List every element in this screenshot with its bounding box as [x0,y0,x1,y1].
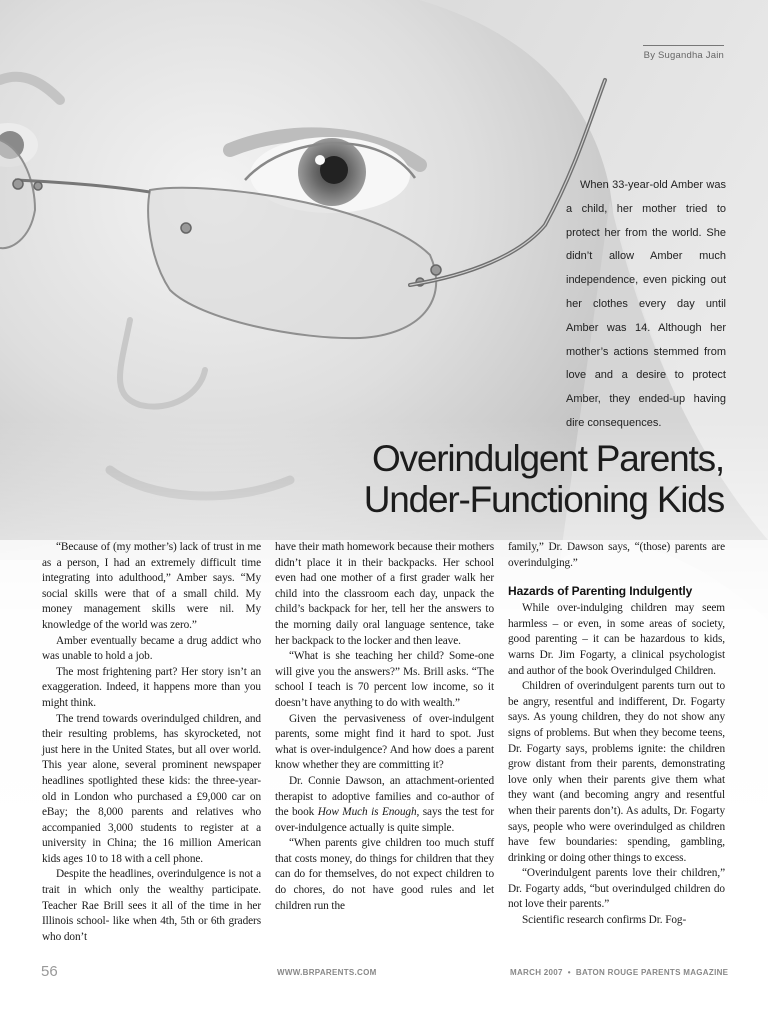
body-paragraph [275,774,494,836]
body-paragraph: Amber eventually became a drug addict who was unable to hold a job. [42,634,261,663]
body-paragraph: “Overindulgent parents love their children,” Dr. Fogarty adds, “but overindulged children do not love their parents.” [508,867,725,911]
footer-url: WWW.BRPARENTS.COM [277,968,377,977]
byline: By Sugandha Jain [643,50,724,61]
body-paragraph: “What is she teaching her child? Some-one will give you the answers?” Ms. Brill asks. “The school I teach is 70 percent low income, so it doesn’t have anything to do with wealth.” [275,650,494,709]
issue-date: MARCH 2007 [510,968,563,977]
column-3 [508,540,725,929]
body-paragraph: Scientific research confirms Dr. Fog- [522,914,687,927]
body-text: says the test for over-indulgence actually is quite simple. [275,806,494,834]
section-heading: Hazards of Parenting Indulgently [508,584,693,599]
book-title: How Much is Enough, [317,806,420,819]
intro-paragraph: When 33-year-old Amber was a child, her mother tried to protect her from the world. She didn’t allow Amber much independence, even picking out her clothes every day until Amber was 14. Although her mother’s actions stemmed from love and a desire to protect Amber, they ended-up having dire consequences. [566,179,726,429]
body-paragraph: “Because of (my mother’s) lack of trust in me as a person, I had an extremely difficult time integrating into adulthood,” Amber says. “My social skills were that of a small child. My money management skills were nil. My knowledge of the world was zero.” [42,541,261,631]
title-line-1: Overindulgent Parents, [371,438,724,479]
column-1 [42,540,261,945]
body-paragraph: have their math homework because their mothers didn’t place it in their backpacks. Her school even had one mother of a first grader walk her child into the classroom each day, unpack the child’s backpack for her, tell her the answers to the morning daily oral language sentence, take her backpack to the locker and then leave. [275,541,494,647]
body-paragraph: While over-indulging children may seem harmless – or even, in some areas of society, good parenting – it can be hazardous to kids, warns Dr. Jim Fogarty, a clinical psychologist and author of the book Overindulged Children. [508,602,725,677]
footer-issue [510,968,729,977]
body-paragraph: family,” Dr. Dawson says, “(those) parents are overindulging.” [508,541,725,569]
title-line-2: Under-Functioning Kids [363,479,724,520]
footer-separator: • [567,968,571,977]
magazine-name: BATON ROUGE PARENTS MAGAZINE [575,968,729,977]
column-2 [275,540,494,914]
body-text: Dr. Connie Dawson, an attachment-oriented therapist to adoptive families and co-author of the book [275,774,494,819]
byline-rule [643,45,724,46]
page-number: 56 [41,963,58,980]
body-paragraph: Despite the headlines, overindulgence is not a trait in which only the wealthy participate. Teacher Rae Brill sees it all of the time in her Illinois school- like when 4th, 5th or 6th graders who don’t [42,868,261,943]
body-paragraph: “When parents give children too much stuff that costs money, do things for children that they can do for themselves, do not expect children to do chores, do not have good rules and let children run the [275,837,494,912]
article-title [300,438,724,520]
body-paragraph: The most frightening part? Her story isn’t an exaggeration. Indeed, it happens more than you might think. [42,665,261,709]
body-paragraph: The trend towards overindulged children, and their resulting problems, has skyrocketed, not just here in the United States, but all over world. This year alone, several prominent newspaper headlines spotlighted these kids: the three-year-old in London who purchased a £9,000 car on eBay; the 8,000 parents and relatives who accompanied 3,000 students to register at a university in China; the 16 million American kids ages 10 to 18 with a cell phone. [42,712,261,865]
body-paragraph: Children of overindulgent parents turn out to be angry, resentful and indifferent, Dr. Fogarty says. As young children, they do not show any signs of problems. But when they become teens, Dr. Fogarty says, problems ignite: the children grow distant from their parents, demonstrating love only when their parents give them what they want (and becoming angry and resentful when their parents don’t). As adults, Dr. Fogarty says, people who were overindulged as children have few boundaries: spending, gambling, drinking or doing other things to excess. [508,680,725,864]
body-paragraph: Given the pervasiveness of over-indulgent parents, some might find it hard to spot. Just what is over-indulgence? And how does a parent know whether they are committing it? [275,712,494,772]
